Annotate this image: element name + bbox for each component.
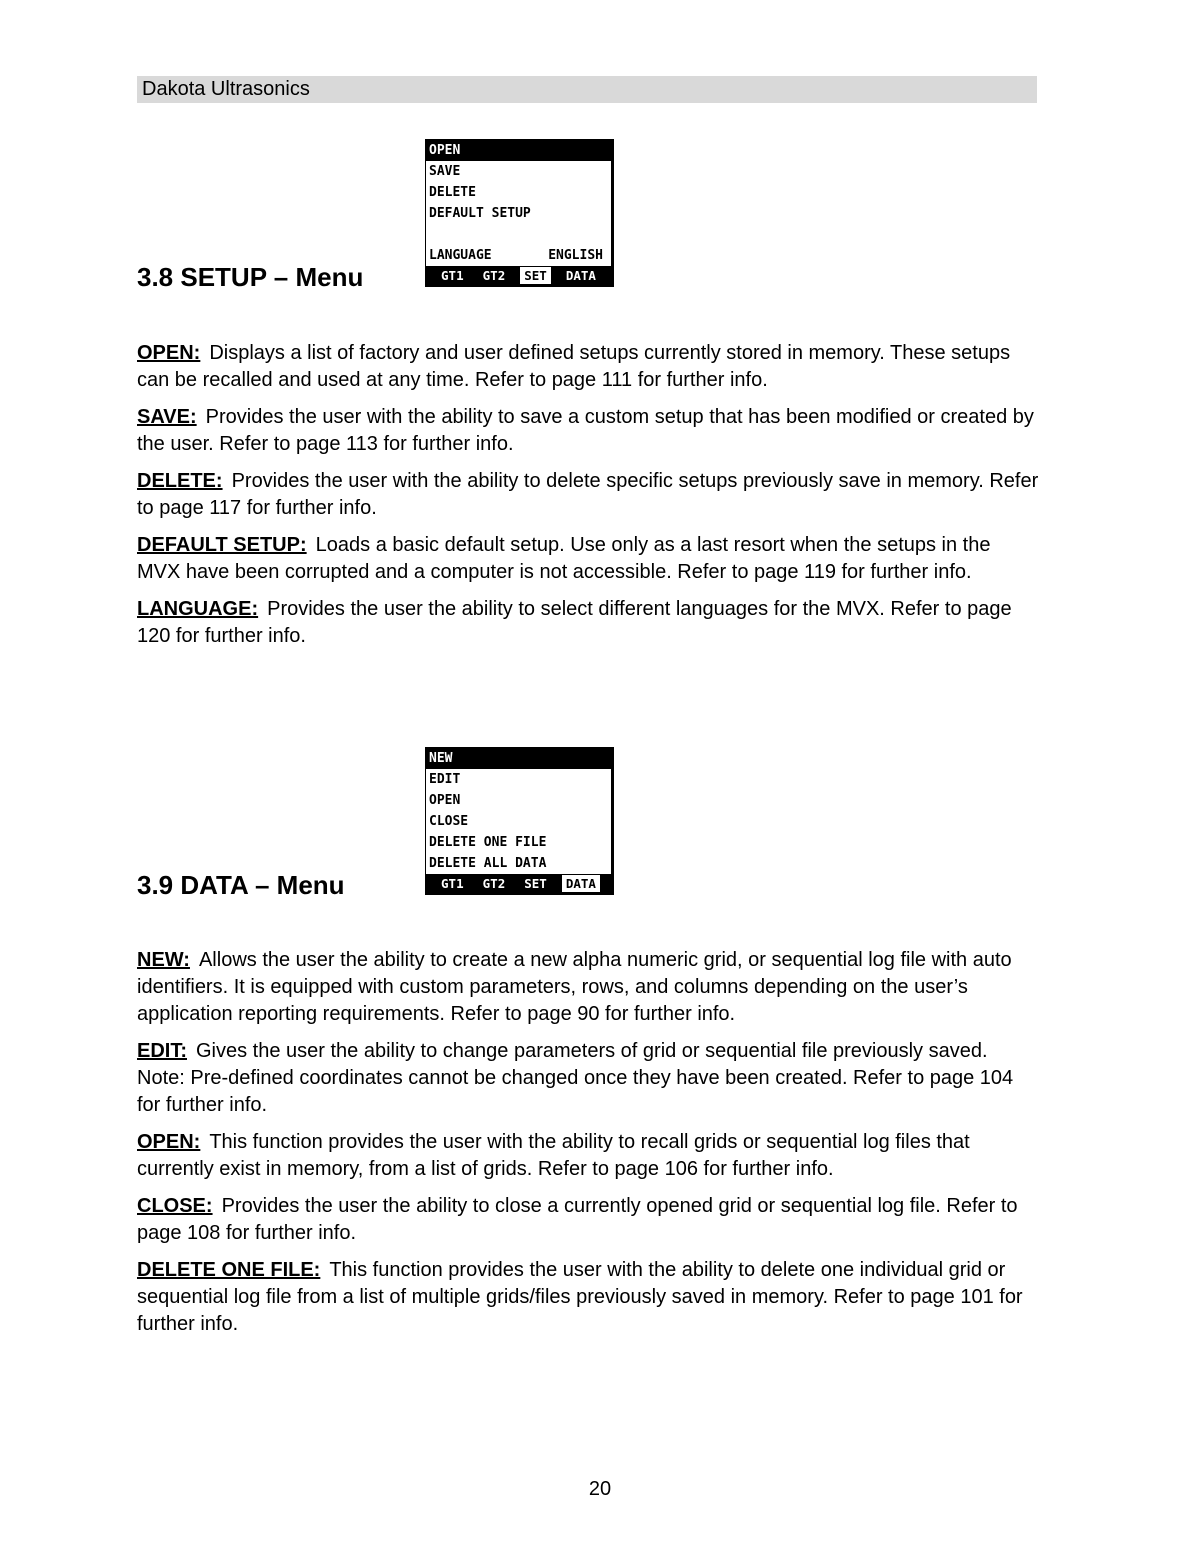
definition-save	[137, 404, 1039, 458]
page-header	[137, 76, 1037, 103]
definition-edit	[137, 1038, 1039, 1119]
definition-text: Loads a basic default setup. Use only as a last resort when the setups in the MVX have been corrupted and a computer is not accessible. Refer to page 119 for further info.	[137, 534, 991, 583]
definition-open	[137, 1129, 1039, 1183]
data-definitions	[137, 947, 1039, 1348]
setup-menu-screenshot	[425, 139, 614, 287]
data-menu-item-close: CLOSE	[429, 814, 469, 829]
header-title: Dakota Ultrasonics	[142, 78, 310, 100]
definition-delete-one-file	[137, 1257, 1039, 1338]
data-menu-item-open: OPEN	[429, 793, 461, 808]
setup-menu-item-default-setup: DEFAULT SETUP	[429, 206, 531, 221]
definition-text: This function provides the user with the ability to recall grids or sequential log files that currently exist in memory, from a list of grids. Refer to page 106 for further info.	[137, 1131, 970, 1180]
tab-gt2: GT2	[482, 876, 506, 891]
data-menu-item-delete-all-data: DELETE ALL DATA	[429, 856, 547, 871]
definition-term: DELETE:	[137, 470, 223, 492]
data-menu-item-new: NEW	[426, 748, 611, 769]
setup-menu-item-language	[426, 245, 611, 266]
definition-term: SAVE:	[137, 406, 197, 428]
tab-data: DATA	[562, 875, 600, 892]
definition-text: Provides the user the ability to select different languages for the MVX. Refer to page 120 for further info.	[137, 598, 1012, 647]
section-heading-setup: 3.8 SETUP – Menu	[137, 262, 364, 292]
definition-term: DELETE ONE FILE:	[137, 1259, 321, 1281]
definition-open	[137, 340, 1039, 394]
language-value: ENGLISH	[548, 248, 603, 263]
data-menu-tab-bar	[426, 874, 611, 893]
data-menu-screenshot	[425, 747, 614, 895]
data-menu-item-edit: EDIT	[429, 772, 461, 787]
setup-menu-item-open: OPEN	[426, 140, 611, 161]
definition-close	[137, 1193, 1039, 1247]
definition-text: Displays a list of factory and user defined setups currently stored in memory. These setups can be recalled and used at any time. Refer to page 111 for further info.	[137, 342, 1011, 391]
definition-text: Provides the user with the ability to delete specific setups previously save in memory. Refer to page 117 for further info.	[137, 470, 1039, 519]
setup-menu-blank-row	[426, 224, 611, 245]
definition-language	[137, 596, 1039, 650]
tab-gt1: GT1	[441, 268, 464, 283]
definition-term: OPEN:	[137, 1131, 201, 1153]
setup-menu-item-save: SAVE	[429, 164, 461, 179]
tab-gt1: GT1	[441, 876, 464, 891]
definition-text: Provides the user the ability to close a currently opened grid or sequential log file. Refer to page 108 for further info.	[137, 1195, 1018, 1244]
definition-term: LANGUAGE:	[137, 598, 259, 620]
setup-menu-tab-bar	[426, 266, 611, 285]
definition-term: DEFAULT SETUP:	[137, 534, 307, 556]
definition-default-setup	[137, 532, 1039, 586]
setup-menu-item-delete: DELETE	[429, 185, 476, 200]
setup-definitions	[137, 340, 1039, 660]
tab-gt2: GT2	[482, 268, 506, 283]
page-number: 20	[588, 1478, 612, 1500]
definition-text: Provides the user with the ability to save a custom setup that has been modified or created by the user. Refer to page 113 for further info.	[137, 406, 1034, 455]
tab-set: SET	[524, 876, 547, 891]
definition-term: NEW:	[137, 949, 190, 971]
definition-text: Allows the user the ability to create a new alpha numeric grid, or sequential log file with auto identifiers. It is equipped with custom parameters, rows, and columns depending on the user’s application reporting requirements. Refer to page 90 for further info.	[137, 949, 1012, 1025]
tab-set: SET	[520, 267, 551, 284]
section-heading-data: 3.9 DATA – Menu	[137, 870, 345, 900]
definition-term: OPEN:	[137, 342, 201, 364]
definition-text: This function provides the user with the ability to delete one individual grid or sequential log file from a list of multiple grids/files previously saved in memory. Refer to page 101 for further info.	[137, 1259, 1023, 1335]
tab-data: DATA	[565, 268, 596, 283]
definition-new	[137, 947, 1039, 1028]
definition-term: CLOSE:	[137, 1195, 213, 1217]
definition-text: Gives the user the ability to change parameters of grid or sequential file previously saved. Note: Pre-defined coordinates cannot be changed once they have been created. Refer to page 104 for further info.	[137, 1040, 1014, 1116]
definition-term: EDIT:	[137, 1040, 187, 1062]
definition-delete	[137, 468, 1039, 522]
language-label: LANGUAGE	[429, 248, 492, 263]
data-menu-item-delete-one-file: DELETE ONE FILE	[429, 835, 547, 850]
